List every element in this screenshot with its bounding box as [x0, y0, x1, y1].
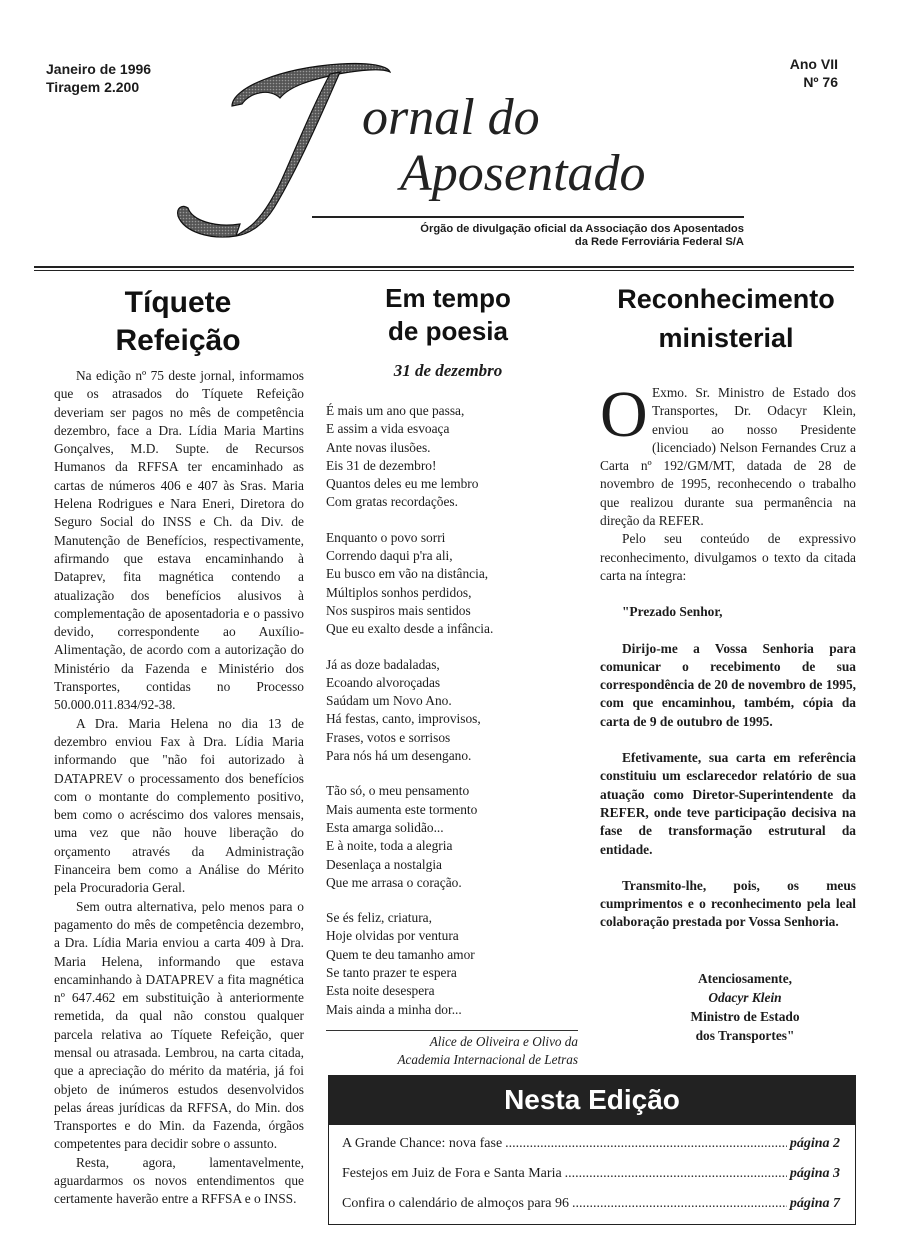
index-item[interactable] — [342, 1165, 840, 1183]
poem-stanza — [326, 402, 576, 512]
volume-year: Ano VII — [789, 56, 838, 72]
verse: Há festas, canto, improvisos, — [326, 711, 481, 727]
verse: Correndo daqui p'ra ali, — [326, 548, 453, 564]
heading-line: Refeição — [115, 324, 241, 357]
verse: É mais um ano que passa, — [326, 403, 465, 418]
verse: Desenlaça a nostalgia — [326, 856, 442, 872]
dot-leader — [565, 1165, 787, 1183]
verse: Esta noite desespera — [326, 983, 435, 999]
article-left-body — [54, 367, 304, 1209]
closing-text: Atenciosamente, — [697, 971, 793, 986]
verse: Mais aumenta este tormento — [326, 801, 478, 817]
intro-text: Exmo. Sr. Ministro de Estado dos Transportes, Dr. Odacyr Klein, enviou ao nosso Presidente (licenciado) Nelson Fernandes Cruz a Carta nº 192/GM/MT, datada de 28 de novembro de 1995, reconhecendo o trabalho que realizou durante sua permanência na direção da REFER. — [600, 385, 856, 529]
verse: Quantos deles eu me lembro — [326, 476, 479, 492]
index-item-page: página 2 — [789, 1136, 840, 1151]
verse: Que me arrasa o coração. — [326, 874, 462, 890]
heading-line: de poesia — [388, 316, 508, 346]
verse: Tão só, o meu pensamento — [326, 783, 470, 799]
drop-cap: O — [600, 378, 648, 451]
author-line: Alice de Oliveira e Olivo da — [429, 1034, 578, 1049]
title-divider — [312, 216, 744, 218]
index-item[interactable] — [342, 1135, 840, 1153]
verse: Mais ainda a minha dor... — [326, 1001, 462, 1017]
verse: Eu busco em vão na distância, — [326, 566, 489, 582]
poem-stanza — [326, 656, 576, 766]
poem-stanza — [326, 909, 576, 1019]
verse: Já as doze badaladas, — [326, 656, 440, 672]
verse: Ante novas ilusões. — [326, 439, 431, 455]
letter-paragraph: Dirijo-me a Vossa Senhoria para comunicar o recebimento de sua correspondência de 20 de novembro de 1995, com que encaminhou, também, cópia da carta de 9 de outubro de 1995. — [600, 640, 856, 729]
article-left-heading — [58, 284, 298, 360]
verse: Frases, votos e sorrisos — [326, 729, 451, 745]
verse: Nos suspiros mais sentidos — [326, 602, 471, 618]
verse: Se és feliz, criatura, — [326, 910, 432, 926]
article-right-heading — [590, 280, 862, 358]
poem-heading — [328, 282, 568, 348]
paragraph: Pelo seu conteúdo de expressivo reconhecimento, divulgamos o texto da citada carta na íntegra: — [600, 531, 856, 583]
verse: Saúdam um Novo Ano. — [326, 693, 452, 709]
signer-title: dos Transportes" — [695, 1028, 795, 1043]
paragraph: Na edição nº 75 deste jornal, informamos que os atrasados do Tíquete Refeição deveriam ser pagos no mês de competência dezembro, face a Dra. Lídia Maria Martins Gonçalves, M.D. Supte. de Recursos Humanos da RFFSA ter encaminhado as cartas de números 406 e 407 às Sras. Maria Helena Rodrigues e Nara Eneri, Diretora do Seguro Social do INSS e Ch. da Div. de Manutenção de Benefícios, respectivamente, afirmando que estava encaminhando à Dataprev, fita magnética contendo a atualização dos benefícios alusivos à complementação de aposentadoria e o passivo devido, correspondente ao Auxílio-Alimentação, de acordo com a autorização do Ministério da Fazenda e Ministério dos Transportes, contidas no Processo 50.000.011.834/92-38. — [54, 368, 304, 713]
paragraph: Sem outra alternativa, pelo menos para o pagamento do mês de competência dezembro, a Dra. Lídia Maria enviou a carta 409 à Dra. Maria Helena, informando que estava encaminhando à DATAPREV a fita magnética nº 647.462 em substituição à anteriormente remetida, da qual não constou qualquer parcela relativa ao Tíquete Refeição, quer mensal ou atrasada. Lembrou, na carta citada, que a apreciação do mérito da matéria, já foi objeto de inúmeros estudos desenvolvidos pelas áreas jurídicas da RFFSA, do Min. dos Transportes e do Min. da Fazenda, órgãos competentes para decidir sobre o assunto. — [54, 898, 304, 1152]
signer-title: Ministro de Estado — [690, 1009, 800, 1024]
verse: Múltiplos sonhos perdidos, — [326, 584, 472, 600]
index-item-page: página 3 — [789, 1166, 840, 1181]
index-item-page: página 7 — [789, 1196, 840, 1211]
poem-stanza — [326, 782, 576, 892]
masthead-subtitle — [312, 223, 744, 249]
poem-signature-rule — [326, 1030, 578, 1031]
poem-stanza — [326, 529, 576, 639]
heading-line: ministerial — [658, 323, 794, 353]
issue-info — [46, 60, 151, 96]
letter-paragraph: Transmito-lhe, pois, os meus cumprimentos e o reconhecimento pela leal colaboração prestada por Vossa Senhoria. — [600, 877, 856, 930]
verse: Esta amarga solidão... — [326, 819, 444, 835]
signer-name: Odacyr Klein — [708, 990, 782, 1005]
index-item-title: Festejos em Juiz de Fora e Santa Maria — [342, 1166, 562, 1181]
poem-title: 31 de dezembro — [393, 361, 503, 380]
paragraph: Resta, agora, lamentavelmente, aguardarmos os novos entendimentos que certamente haverão entre a RFFSA e o INSS. — [54, 1154, 304, 1207]
subtitle-line2: da Rede Ferroviária Federal S/A — [574, 236, 744, 248]
poem-author — [326, 1033, 578, 1069]
index-heading: Nesta Edição — [328, 1075, 856, 1125]
paragraph: A Dra. Maria Helena no dia 13 de dezembro enviou Fax à Dra. Lídia Maria informando que "não foi autorizado à DATAPREV o processamento dos benefícios com o montante do complemento positivo, bem como o acréscimo dos valores mensais, uma vez que não houve liberação do orçamento através da Administração Financeira bem como a Análise do Mérito pela Procuradoria Geral. — [54, 715, 304, 896]
verse: Para nós há um desengano. — [326, 748, 472, 764]
print-run: Tiragem 2.200 — [46, 79, 140, 95]
verse: Se tanto prazer te espera — [326, 965, 457, 981]
index-item[interactable] — [342, 1195, 840, 1213]
verse: E assim a vida esvoaça — [326, 421, 450, 437]
dot-leader — [572, 1195, 787, 1213]
verse: Que eu exalto desde a infância. — [326, 621, 494, 637]
issue-date: Janeiro de 1996 — [46, 61, 152, 77]
verse: Com gratas recordações. — [326, 494, 458, 510]
verse: Ecoando alvoroçadas — [326, 674, 441, 690]
masthead-title-line1: ornal do — [362, 89, 540, 146]
article-right-body — [600, 378, 856, 932]
masthead-rule-thin — [34, 270, 854, 271]
author-line: Academia Internacional de Letras — [397, 1052, 578, 1067]
heading-line: Reconhecimento — [617, 284, 835, 314]
poem-body — [326, 402, 576, 1036]
index-item-title: Confira o calendário de almoços para 96 — [342, 1196, 570, 1211]
letter-paragraph: Efetivamente, sua carta em referência constituiu um esclarecedor relatório de sua atuação como Diretor-Superintendente da REFER, onde teve participação decisiva na fase de transformação estrutural da entidade. — [600, 750, 856, 857]
index-item-title: A Grande Chance: nova fase — [342, 1136, 503, 1151]
masthead-title-line2: Aposentado — [400, 145, 646, 202]
dot-leader — [505, 1135, 787, 1153]
verse: Eis 31 de dezembro! — [326, 457, 437, 473]
intro-paragraph — [600, 378, 856, 530]
subtitle-line1: Órgão de divulgação oficial da Associação dos Aposentados — [420, 223, 744, 235]
heading-line: Tíquete — [124, 286, 232, 319]
volume-info — [790, 55, 838, 91]
heading-line: Em tempo — [385, 283, 511, 313]
letter-closing — [620, 969, 870, 1045]
verse: Hoje olvidas por ventura — [326, 928, 459, 944]
issue-number: Nº 76 — [803, 74, 838, 90]
verse: Quem te deu tamanho amor — [326, 946, 475, 962]
letter-salutation: "Prezado Senhor, — [622, 604, 723, 620]
verse: E à noite, toda a alegria — [326, 838, 453, 854]
masthead-rule — [34, 266, 854, 268]
verse: Enquanto o povo sorri — [326, 529, 446, 545]
